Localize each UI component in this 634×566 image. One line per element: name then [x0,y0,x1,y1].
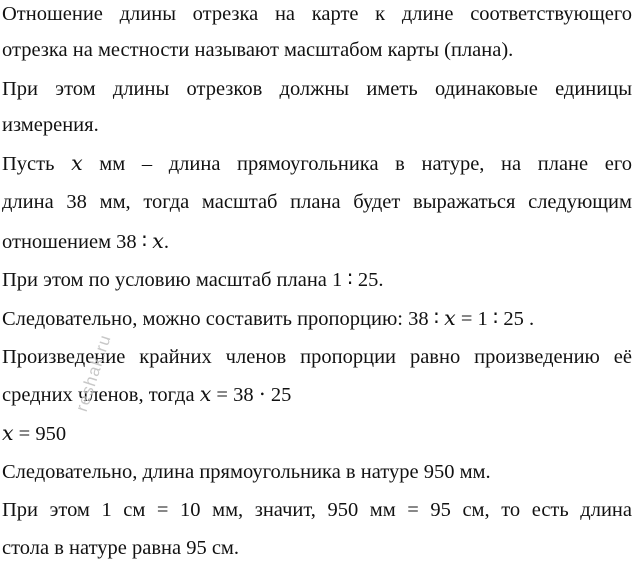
text-line-8: При этом по условию масштаб плана 1 ∶ 25. [2,269,384,291]
text-line-13: Следовательно, длина прямоугольника в натуре 950 мм. [2,461,491,483]
text-line-6: длина 38 мм, тогда масштаб плана будет выражаться следующим [2,191,632,213]
text-line-15: стола в натуре равна 95 см. [2,537,240,559]
text-line-3: При этом длины отрезков должны иметь одинаковые единицы [2,78,632,100]
text-line-12: 𝑥 = 950 [2,423,67,445]
text-line-9: Следовательно, можно составить пропорцию: 38 ∶ 𝑥 = 1 ∶ 25 . [2,308,535,330]
text-line-2: отрезка на местности называют масштабом карты (плана). [2,39,514,61]
text-line-7: отношением 38 ∶ 𝑥. [2,231,169,253]
text-line-11: средних членов, тогда 𝑥 = 38 ⋅ 25 [2,384,292,406]
watermark: reshak.ru [72,332,115,414]
text-line-10: Произведение крайних членов пропорции равно произведению её [2,346,632,368]
text-line-5: Пусть 𝑥 мм – длина прямоугольника в натуре, на плане его [2,153,632,175]
text-line-14: При этом 1 см = 10 мм, значит, 950 мм = 95 см, то есть длина [2,499,632,521]
text-line-1: Отношение длины отрезка на карте к длине соответствующего [2,3,632,25]
text-line-4: измерения. [2,114,99,136]
